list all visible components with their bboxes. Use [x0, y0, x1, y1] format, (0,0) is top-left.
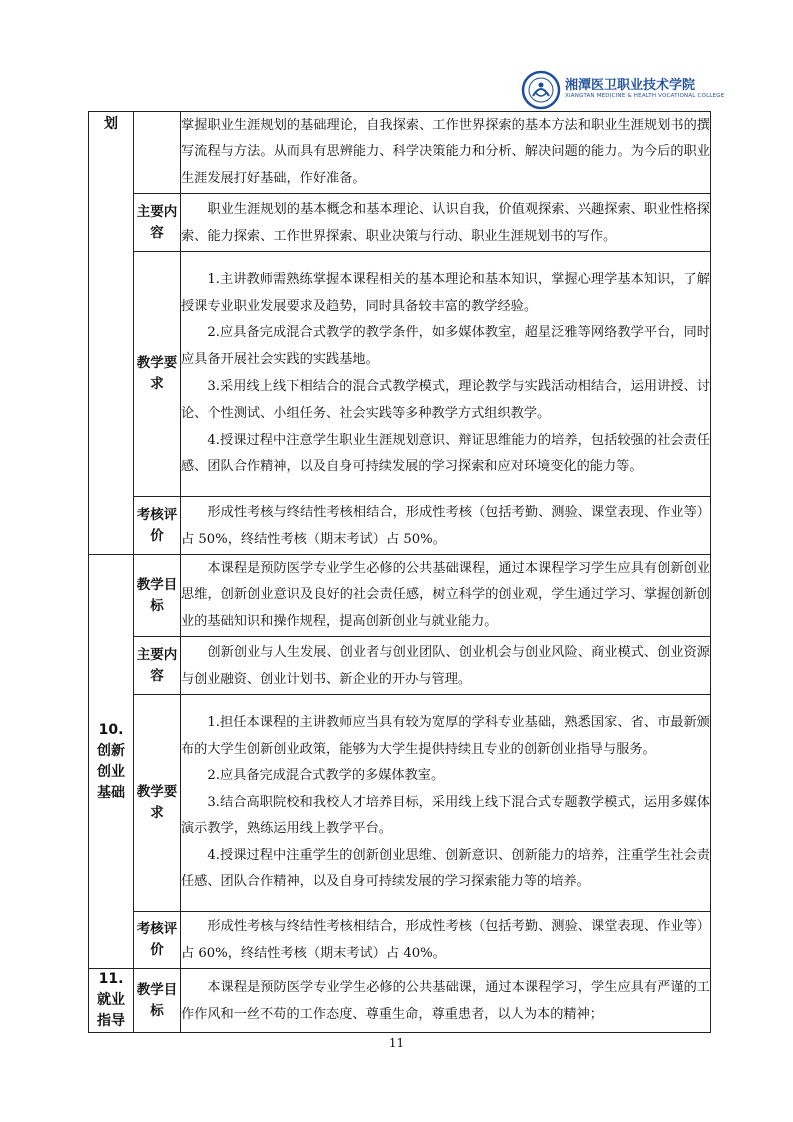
goal-text: 本课程是预防医学专业学生必修的公共基础课程，通过本课程学习学生应具有创新创业思维，创新创业意识及良好的社会责任感，树立科学的创业观，学生通过学习、掌握创新创业的基础知识和操作规程，提高创新创业与就业能力。	[181, 560, 710, 629]
evaluation-text: 形成性考核与终结性考核相结合，形成性考核（包括考勤、测验、课堂表现、作业等）占 50%，终结性考核（期末考试）占 50%。	[181, 504, 710, 547]
row-label: 教学要求	[134, 695, 181, 912]
row-label-empty	[134, 112, 181, 194]
school-name: 湘潭医卫职业技术学院	[565, 78, 696, 93]
table-row	[89, 497, 711, 555]
table-row	[89, 555, 711, 637]
course-name-text: 10.创新创业基础	[97, 721, 125, 801]
table-row	[89, 112, 711, 194]
header-logo	[519, 70, 725, 110]
row-label: 教学目标	[134, 555, 181, 637]
requirement-item: 1.主讲教师需熟练掌握本课程相关的基本理论和基本知识，掌握心理学基本知识，了解授课专业职业发展要求及趋势，同时具备较丰富的教学经验。	[181, 271, 710, 314]
teaching-requirements	[181, 252, 711, 497]
row-label: 教学目标	[134, 969, 181, 1033]
requirement-item: 4.授课过程中注重学生的创新创业思维、创新意识、创新能力的培养，注重学生社会责任感、团队合作精神，以及自身可持续发展的学习探索能力等的培养。	[181, 847, 710, 890]
goal-text: 本课程是预防医学专业学生必修的公共基础课，通过本课程学习，学生应具有严谨的工作作风和一丝不苟的工作态度、尊重生命，尊重患者，以人为本的精神；	[181, 979, 710, 1022]
content-text: 创新创业与人生发展、创业者与创业团队、创业机会与创业风险、商业模式、创业资源与创业融资、创业计划书、新企业的开办与管理。	[181, 644, 710, 687]
evaluation	[181, 912, 711, 969]
teaching-goal	[181, 112, 711, 194]
requirement-item: 3.结合高职院校和我校人才培养目标，采用线上线下混合式专题教学模式，运用多媒体演示教学，熟练运用线上教学平台。	[181, 794, 710, 837]
row-label: 主要内容	[134, 637, 181, 695]
college-seal-icon	[521, 70, 561, 110]
requirement-item: 4.授课过程中注意学生职业生涯规划意识、辩证思维能力的培养，包括较强的社会责任感、团队合作精神，以及自身可持续发展的学习探索和应对环境变化的能力等。	[181, 432, 710, 475]
teaching-requirements	[181, 695, 711, 912]
row-label: 主要内容	[134, 194, 181, 252]
table-row	[89, 194, 711, 252]
table-row	[89, 252, 711, 497]
course-name: 划	[89, 112, 134, 555]
table-row	[89, 695, 711, 912]
main-content	[181, 194, 711, 252]
table-row	[89, 637, 711, 695]
table-row	[89, 969, 711, 1033]
school-name-en: XIANGTAN MEDICINE & HEALTH VOCATIONAL COLLEGE	[565, 93, 725, 99]
course-table	[88, 111, 711, 1033]
requirement-item: 1.担任本课程的主讲教师应当具有较为宽厚的学科专业基础，熟悉国家、省、市最新颁布的大学生创新创业政策，能够为大学生提供持续且专业的创新创业指导与服务。	[181, 715, 710, 757]
requirement-item: 2.应具备完成混合式教学的多媒体教室。	[207, 768, 445, 784]
table-row	[89, 912, 711, 969]
content-text: 职业生涯规划的基本概念和基本理论、认识自我，价值观探索、兴趣探索、职业性格探索、能力探索、工作世界探索、职业决策与行动、职业生涯规划书的写作。	[181, 201, 710, 244]
course-name	[89, 969, 134, 1033]
course-name-text: 11.就业指导	[97, 971, 125, 1029]
teaching-goal	[181, 555, 711, 637]
row-label: 考核评价	[134, 912, 181, 969]
requirement-item: 3.采用线上线下相结合的混合式教学模式，理论教学与实践活动相结合，运用讲授、讨论、个性测试、小组任务、社会实践等多种教学方式组织教学。	[181, 379, 710, 421]
requirement-item: 2.应具备完成混合式教学的教学条件，如多媒体教室，超星泛雅等网络教学平台，同时应具备开展社会实践的实践基地。	[181, 325, 710, 368]
row-label: 教学要求	[134, 252, 181, 497]
row-label: 考核评价	[134, 497, 181, 555]
course-name	[89, 555, 134, 969]
main-content	[181, 637, 711, 695]
evaluation-text: 形成性考核与终结性考核相结合，形成性考核（包括考勤、测验、课堂表现、作业等）占 60%，终结性考核（期末考试）占 40%。	[181, 919, 710, 961]
page-number: 11	[388, 1036, 405, 1050]
teaching-goal	[181, 969, 711, 1033]
goal-text: 掌握职业生涯规划的基础理论，自我探索、工作世界探索的基本方法和职业生涯规划书的撰写流程与方法。从而具有思辨能力、科学决策能力和分析、解决问题的能力。为今后的职业生涯发展打好基础，作好准备。	[181, 117, 710, 186]
evaluation	[181, 497, 711, 555]
